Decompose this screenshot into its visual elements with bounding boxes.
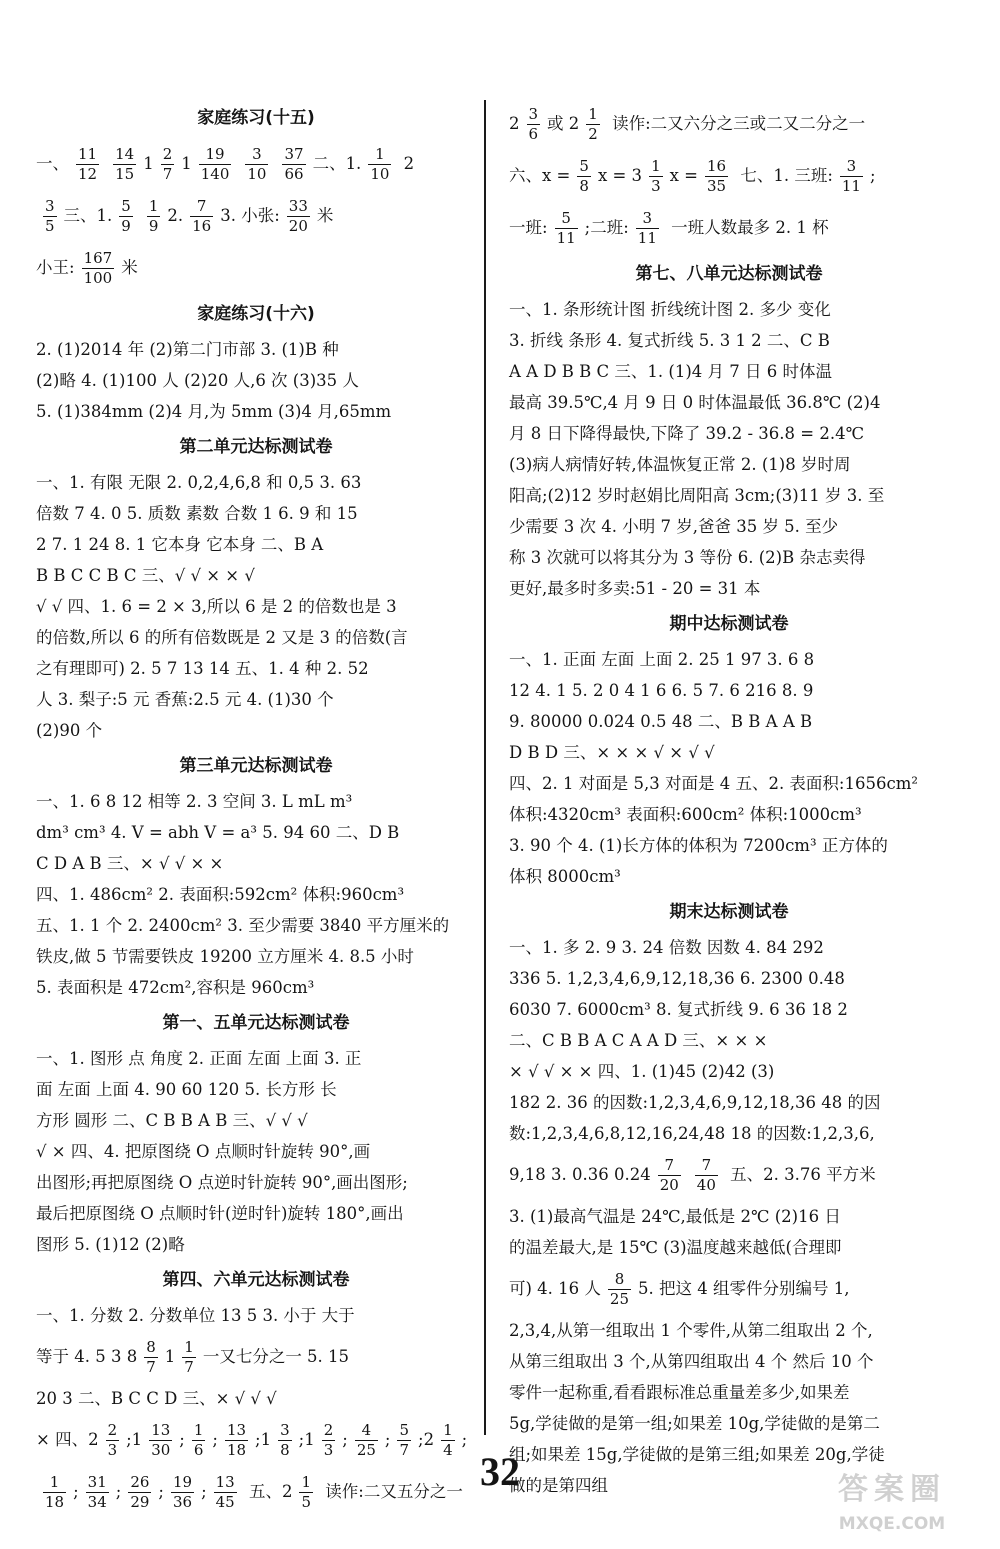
answer-text: 从第三组取出 3 个,从第四组取出 4 个 然后 10 个 [509, 1352, 874, 1371]
fraction-numerator: 5 [579, 157, 589, 175]
section-title: 期末达标测试卷 [669, 902, 789, 922]
answer-text: 等于 4. 5 3 8 [36, 1347, 138, 1366]
fraction-denominator: 9 [121, 217, 131, 235]
answer-line [36, 1105, 476, 1136]
fraction [43, 199, 57, 234]
answer-text: 336 5. 1,2,3,4,6,9,12,18,36 6. 2300 0.48 [509, 969, 845, 988]
answer-text: ; [869, 166, 876, 185]
page-number: 32 [480, 1449, 520, 1494]
section-title: 第七、八单元达标测试卷 [635, 264, 823, 284]
answer-text: 的温差最大,是 15℃ (3)温度越来越低(合理即 [509, 1238, 842, 1257]
answer-text: 一、1. 有限 无限 2. 0,2,4,6,8 和 0,5 3. 63 [36, 473, 362, 492]
answer-text: 1 [181, 154, 192, 173]
answer-line [509, 480, 949, 511]
answer-line [36, 1074, 476, 1105]
answer-line [36, 1136, 476, 1167]
answer-text: 更好,最多时多卖:51 - 20 = 31 本 [509, 579, 761, 598]
section-title: 第四、六单元达标测试卷 [162, 1270, 350, 1290]
fraction [555, 211, 578, 246]
fraction [82, 251, 115, 286]
fraction-denominator: 18 [226, 1441, 247, 1459]
answer-text: 体积:4320cm³ 表面积:600cm² 体积:1000cm³ [509, 805, 862, 824]
answer-line [509, 861, 949, 892]
answer-text: 五、2 [243, 1482, 293, 1501]
answer-text: × 四、2 [36, 1430, 99, 1449]
answer-text: 月 8 日下降得最快,下降了 39.2 - 36.8 = 2.4℃ [509, 424, 865, 443]
answer-line [509, 1315, 949, 1346]
fraction-denominator: 10 [370, 165, 390, 183]
answer-text: C D A B 三、× √ √ × × [36, 854, 224, 873]
fraction-numerator: 11 [78, 145, 98, 163]
section-title: 家庭练习(十五) [197, 108, 315, 128]
fraction-denominator: 7 [146, 1358, 156, 1376]
answer-text: √ × 四、4. 把原图绕 O 点顺时针旋转 90°,画 [36, 1142, 371, 1161]
answer-line [509, 1056, 949, 1087]
answer-line [509, 1201, 949, 1232]
fraction-denominator: 34 [87, 1493, 107, 1511]
fraction [527, 107, 541, 142]
answer-line [509, 994, 949, 1025]
answer-text: ; [212, 1430, 218, 1449]
fraction-numerator: 7 [664, 1156, 675, 1174]
fraction-denominator: 7 [184, 1358, 194, 1376]
fraction-denominator: 5 [45, 217, 55, 235]
answer-text: ; [201, 1482, 207, 1501]
answer-text: 2 [509, 114, 520, 133]
answer-line [36, 1331, 476, 1383]
answer-line [509, 706, 949, 737]
answer-line [36, 591, 476, 622]
fraction-numerator: 3 [528, 105, 539, 123]
fraction-numerator: 31 [87, 1473, 107, 1491]
answer-line [36, 529, 476, 560]
answer-text: (3)病人病情好转,体温恢复正常 2. (1)8 岁时周 [509, 455, 851, 474]
fraction-denominator: 5 [301, 1493, 312, 1511]
answer-text: × √ √ × × 四、1. (1)45 (2)42 (3) [509, 1062, 775, 1081]
answer-text: 5. 把这 4 组零件分别编号 1, [638, 1279, 850, 1298]
answer-text: 少需要 3 次 4. 小明 7 岁,爸爸 35 岁 5. 至少 [509, 517, 839, 536]
fraction-numerator: 33 [288, 197, 308, 215]
answer-text: 9. 80000 0.024 0.5 48 二、B B A A B [509, 712, 813, 731]
answer-line [509, 98, 949, 150]
answer-text: 2,3,4,从第一组取出 1 个零件,从第二组取出 2 个, [509, 1321, 873, 1340]
answer-text: 182 2. 36 的因数:1,2,3,4,6,9,12,18,36 48 的因 [509, 1093, 881, 1112]
fraction [658, 1158, 681, 1193]
answer-line [36, 715, 476, 746]
answer-line [509, 1087, 949, 1118]
fraction-denominator: 66 [284, 165, 304, 183]
answer-text: (2)略 4. (1)100 人 (2)20 人,6 次 (3)35 人 [36, 371, 359, 390]
answer-line [36, 653, 476, 684]
answer-text: 做的是第四组 [509, 1476, 608, 1495]
fraction-denominator: 11 [841, 177, 861, 195]
fraction-numerator: 2 [107, 1421, 118, 1439]
fraction-denominator: 7 [162, 165, 173, 183]
answer-text: 米 [316, 206, 334, 225]
answer-line [509, 644, 949, 675]
answer-text: 四、1. 486cm² 2. 表面积:592cm² 体积:960cm³ [36, 885, 405, 904]
fraction-denominator: 29 [130, 1493, 150, 1511]
answer-line [36, 1383, 476, 1414]
answer-line [509, 737, 949, 768]
answer-line [509, 1263, 949, 1315]
right-column [509, 98, 949, 1501]
answer-text: 12 4. 1 5. 2 0 4 1 6 6. 5 7. 6 216 8. 9 [509, 681, 814, 700]
answer-line [36, 1300, 476, 1331]
answer-text: ; [115, 1482, 122, 1501]
fraction [287, 199, 310, 234]
fraction-denominator: 45 [215, 1493, 235, 1511]
answer-text: ; [342, 1430, 348, 1449]
fraction-numerator: 13 [151, 1421, 171, 1439]
fraction-numerator: 13 [226, 1421, 247, 1439]
fraction [119, 199, 133, 234]
fraction-denominator: 3 [651, 177, 661, 195]
fraction-numerator: 3 [280, 1421, 290, 1439]
answer-text: 之有理即可) 2. 5 7 13 14 五、1. 4 种 2. 52 [36, 659, 369, 678]
fraction-numerator: 7 [196, 197, 207, 215]
answer-line [36, 467, 476, 498]
fraction-denominator: 35 [707, 177, 727, 195]
fraction [76, 147, 99, 182]
fraction-denominator: 11 [637, 229, 657, 247]
answer-line [509, 1149, 949, 1201]
fraction-denominator: 6 [193, 1441, 204, 1459]
answer-text: ;2 [418, 1430, 435, 1449]
answer-text: 体积 8000cm³ [509, 867, 621, 886]
answer-line [36, 498, 476, 529]
fraction-numerator: 1 [651, 157, 661, 175]
answer-line [509, 1346, 949, 1377]
answer-text: 3. 90 个 4. (1)长方体的体积为 7200cm³ 正方体的 [509, 836, 888, 855]
fraction [190, 199, 213, 234]
fraction [182, 1340, 196, 1375]
answer-text: 面 左面 上面 4. 90 60 120 5. 长方形 长 [36, 1080, 337, 1099]
fraction-numerator: 1 [443, 1421, 453, 1439]
answer-line [36, 879, 476, 910]
answer-line [36, 138, 476, 190]
answer-text: (2)90 个 [36, 721, 103, 740]
fraction-numerator: 8 [614, 1270, 625, 1288]
fraction [245, 147, 268, 182]
fraction [636, 211, 659, 246]
fraction-denominator: 3 [107, 1441, 118, 1459]
fraction-numerator: 3 [642, 209, 653, 227]
answer-line [509, 799, 949, 830]
answer-line [36, 1167, 476, 1198]
answer-text: 最后把原图绕 O 点顺时针(逆时针)旋转 180°,画出 [36, 1204, 404, 1223]
watermark-url: MXQE.COM [838, 1514, 946, 1534]
answer-line [36, 848, 476, 879]
fraction-numerator: 7 [701, 1156, 712, 1174]
answer-text: ; [461, 1430, 468, 1449]
section-title: 第二单元达标测试卷 [179, 437, 333, 457]
answer-text: 1 [164, 1347, 176, 1366]
fraction-denominator: 36 [172, 1493, 193, 1511]
answer-text: 数:1,2,3,4,6,8,12,16,24,48 18 的因数:1,2,3,6, [509, 1124, 875, 1143]
answer-text: 阳高;(2)12 岁时赵娟比周阳高 3cm;(3)11 岁 3. 至 [509, 486, 885, 505]
answer-text: 六、x = [509, 166, 571, 185]
fraction-numerator: 1 [49, 1473, 60, 1491]
answer-line [509, 356, 949, 387]
answer-line [509, 830, 949, 861]
answer-text: dm³ cm³ 4. V = abh V = a³ 5. 94 60 二、D B [36, 823, 400, 842]
answer-line [509, 418, 949, 449]
answer-text: 3. 折线 条形 4. 复式折线 5. 3 1 2 二、C B [509, 331, 830, 350]
fraction [147, 199, 161, 234]
answer-text: ; [384, 1430, 391, 1449]
answer-text: 米 [121, 258, 138, 277]
answer-text: ;1 [298, 1430, 315, 1449]
fraction-denominator: 8 [579, 177, 589, 195]
answer-line [36, 817, 476, 848]
answer-text: 5g,学徒做的是第一组;如果差 10g,学徒做的是第二 [509, 1414, 880, 1433]
column-divider [484, 100, 486, 1435]
section-title: 第一、五单元达标测试卷 [162, 1013, 350, 1033]
fraction-denominator: 15 [115, 165, 135, 183]
answer-text: 一、 [36, 154, 69, 173]
answer-line [509, 675, 949, 706]
fraction [649, 159, 663, 194]
fraction-numerator: 3 [45, 197, 55, 215]
answer-text: 可) 4. 16 人 [509, 1279, 601, 1298]
fraction [840, 159, 863, 194]
fraction-denominator: 25 [609, 1290, 630, 1308]
answer-text: x = [669, 166, 698, 185]
answer-line [509, 449, 949, 480]
answer-text: 20 3 二、B C C D 三、× √ √ √ [36, 1389, 277, 1408]
answer-text: B B C C B C 三、√ √ × × √ [36, 566, 255, 585]
section-title: 第三单元达标测试卷 [179, 756, 333, 776]
answer-text: ;二班: [584, 218, 629, 237]
answer-text: 9,18 3. 0.36 0.24 [509, 1165, 651, 1184]
fraction [161, 147, 175, 182]
answer-text: 的倍数,所以 6 的所有倍数既是 2 又是 3 的倍数(言 [36, 628, 408, 647]
answer-text: 6030 7. 6000cm³ 8. 复式折线 9. 6 36 18 2 [509, 1000, 848, 1019]
fraction-numerator: 1 [588, 105, 598, 123]
fraction-numerator: 1 [375, 145, 385, 163]
answer-text: 二、C B B A C A A D 三、× × × [509, 1031, 768, 1050]
answer-line [36, 365, 476, 396]
fraction-numerator: 1 [301, 1473, 312, 1491]
answer-text: 5. (1)384mm (2)4 月,为 5mm (3)4 月,65mm [36, 402, 392, 421]
fraction-denominator: 11 [556, 229, 576, 247]
answer-text: 2. [167, 206, 184, 225]
fraction-denominator: 7 [399, 1441, 410, 1459]
section-title: 期中达标测试卷 [669, 614, 789, 634]
answer-line [509, 542, 949, 573]
answer-text: 3. 小张: [220, 206, 280, 225]
answer-line [36, 910, 476, 941]
left-column [36, 98, 476, 1518]
fraction [695, 1158, 718, 1193]
answer-line [509, 1025, 949, 1056]
answer-text: 一、1. 条形统计图 折线统计图 2. 多少 变化 [509, 300, 831, 319]
fraction-numerator: 2 [162, 145, 173, 163]
answer-line [36, 334, 476, 365]
fraction [608, 1272, 631, 1307]
answer-line [509, 1118, 949, 1149]
answer-text: 五、2. 3.76 平方米 [724, 1165, 876, 1184]
answer-text: 小王: [36, 258, 75, 277]
answer-line [509, 1232, 949, 1263]
answer-text: 一、1. 分数 2. 分数单位 13 5 3. 小于 大于 [36, 1306, 355, 1325]
answer-text: √ √ 四、1. 6 = 2 × 3,所以 6 是 2 的倍数也是 3 [36, 597, 397, 616]
answer-text: 读作:二又五分之一 [320, 1482, 463, 1501]
fraction [577, 159, 591, 194]
fraction [705, 159, 728, 194]
fraction [199, 147, 232, 182]
answer-line [36, 396, 476, 427]
fraction-numerator: 19 [172, 1473, 193, 1491]
fraction-denominator: 18 [45, 1493, 65, 1511]
fraction-numerator: 167 [83, 249, 113, 267]
fraction [144, 1340, 158, 1375]
fraction-denominator: 12 [78, 165, 98, 183]
answer-text: 三、1. [63, 206, 113, 225]
answer-line [36, 1198, 476, 1229]
answer-text: 5. 表面积是 472cm²,容积是 960cm³ [36, 978, 315, 997]
fraction-denominator: 25 [356, 1441, 376, 1459]
fraction-denominator: 10 [247, 165, 267, 183]
answer-text: ;1 [255, 1430, 272, 1449]
fraction [368, 147, 391, 182]
answer-text: 一、1. 图形 点 角度 2. 正面 左面 上面 3. 正 [36, 1049, 362, 1068]
answer-text: 一班: [509, 218, 548, 237]
answer-text: 五、1. 1 个 2. 2400cm² 3. 至少需要 3840 平方厘米的 [36, 916, 450, 935]
fraction-denominator: 30 [151, 1441, 171, 1459]
answer-text: 2 7. 1 24 8. 1 它本身 它本身 二、B A [36, 535, 324, 554]
fraction-denominator: 20 [288, 217, 308, 235]
answer-text: 或 2 [547, 114, 580, 133]
fraction-numerator: 5 [399, 1421, 410, 1439]
answer-text: 倍数 7 4. 0 5. 质数 素数 合数 1 6. 9 和 15 [36, 504, 358, 523]
answer-text: 最高 39.5℃,4 月 9 日 0 时体温最低 36.8℃ (2)4 [509, 393, 881, 412]
section-title: 家庭练习(十六) [197, 304, 315, 324]
answer-line [36, 1229, 476, 1260]
fraction-denominator: 4 [443, 1441, 453, 1459]
answer-text: 一、1. 6 8 12 相等 2. 3 空间 3. L mL m³ [36, 792, 353, 811]
answer-text: 读作:二又六分之三或二又二分之一 [606, 114, 866, 133]
answer-text: ; [73, 1482, 79, 1501]
fraction-denominator: 9 [148, 217, 159, 235]
fraction-numerator: 3 [846, 157, 857, 175]
answer-text: 2. (1)2014 年 (2)第二门市部 3. (1)B 种 [36, 340, 339, 359]
watermark-logo [802, 1468, 982, 1540]
answer-line [509, 573, 949, 604]
fraction [282, 147, 305, 182]
fraction-denominator: 140 [200, 165, 230, 183]
answer-text: 一又七分之一 5. 15 [202, 1347, 350, 1366]
answer-line [509, 768, 949, 799]
fraction-numerator: 19 [205, 145, 225, 163]
answer-line [509, 511, 949, 542]
answer-text: 3. (1)最高气温是 24℃,最低是 2℃ (2)16 日 [509, 1207, 841, 1226]
answer-text: 方形 圆形 二、C B B A B 三、√ √ √ [36, 1111, 308, 1130]
fraction-numerator: 2 [323, 1421, 334, 1439]
fraction-numerator: 3 [252, 145, 262, 163]
answer-line [36, 560, 476, 591]
answer-line [36, 972, 476, 1003]
fraction-numerator: 5 [121, 197, 131, 215]
answer-line [509, 150, 949, 202]
answer-text: 四、2. 1 对面是 5,3 对面是 4 五、2. 表面积:1656cm² [509, 774, 918, 793]
answer-text: 一、1. 多 2. 9 3. 24 倍数 因数 4. 84 292 [509, 938, 824, 957]
answer-line [509, 387, 949, 418]
fraction-denominator: 2 [588, 125, 598, 143]
fraction-denominator: 40 [696, 1176, 716, 1194]
fraction-denominator: 100 [83, 269, 113, 287]
fraction [113, 147, 136, 182]
answer-text: 图形 5. (1)12 (2)略 [36, 1235, 185, 1254]
answer-text: ;1 [126, 1430, 143, 1449]
fraction-numerator: 5 [561, 209, 571, 227]
answer-text: 1 [143, 154, 154, 173]
answer-text: 出图形;再把原图绕 O 点逆时针旋转 90°,画出图形; [36, 1173, 408, 1192]
answer-line [36, 786, 476, 817]
answer-text: A A D B B C 三、1. (1)4 月 7 日 6 时体温 [509, 362, 832, 381]
fraction-denominator: 20 [659, 1176, 679, 1194]
fraction-numerator: 37 [284, 145, 304, 163]
answer-line [36, 941, 476, 972]
answer-line [509, 932, 949, 963]
fraction [586, 107, 600, 142]
watermark-logo-text: 答案圈 [838, 1472, 946, 1507]
fraction-denominator: 3 [323, 1441, 334, 1459]
fraction-numerator: 1 [193, 1421, 204, 1439]
answer-text: ; [179, 1430, 185, 1449]
answer-line [509, 963, 949, 994]
answer-text: D B D 三、× × × √ × √ √ [509, 743, 715, 762]
answer-text: 一班人数最多 2. 1 杯 [665, 218, 829, 237]
answer-line [36, 242, 476, 294]
answer-line [509, 202, 949, 254]
answer-line [36, 1043, 476, 1074]
fraction-numerator: 13 [215, 1473, 235, 1491]
answer-line [509, 294, 949, 325]
fraction-numerator: 8 [146, 1338, 156, 1356]
answer-text: 七、1. 三班: [735, 166, 833, 185]
answer-line [509, 325, 949, 356]
fraction-numerator: 4 [361, 1421, 372, 1439]
answer-line [36, 190, 476, 242]
answer-text: 人 3. 梨子:5 元 香蕉:2.5 元 4. (1)30 个 [36, 690, 334, 709]
fraction-numerator: 14 [115, 145, 135, 163]
answer-text: 铁皮,做 5 节需要铁皮 19200 立方厘米 4. 8.5 小时 [36, 947, 414, 966]
answer-line [36, 622, 476, 653]
fraction-numerator: 1 [184, 1338, 194, 1356]
answer-text: x = 3 [597, 166, 643, 185]
fraction-denominator: 16 [192, 217, 212, 235]
answer-line [509, 1408, 949, 1439]
answer-text: 2 [398, 154, 415, 173]
answer-text: 一、1. 正面 左面 上面 2. 25 1 97 3. 6 8 [509, 650, 815, 669]
fraction-denominator: 6 [528, 125, 539, 143]
answer-line [509, 1377, 949, 1408]
fraction-numerator: 1 [148, 197, 159, 215]
answer-line [36, 684, 476, 715]
fraction-denominator: 8 [280, 1441, 290, 1459]
answer-text: 二、1. [312, 154, 362, 173]
answer-text: 称 3 次就可以将其分为 3 等份 6. (2)B 杂志卖得 [509, 548, 866, 567]
fraction-numerator: 16 [707, 157, 727, 175]
answer-text: 零件一起称重,看看跟标准总重量差多少,如果差 [509, 1383, 850, 1402]
fraction-numerator: 26 [130, 1473, 150, 1491]
answer-text: 组;如果差 15g,学徒做的是第三组;如果差 20g,学徒 [509, 1445, 885, 1464]
answer-text: ; [158, 1482, 164, 1501]
